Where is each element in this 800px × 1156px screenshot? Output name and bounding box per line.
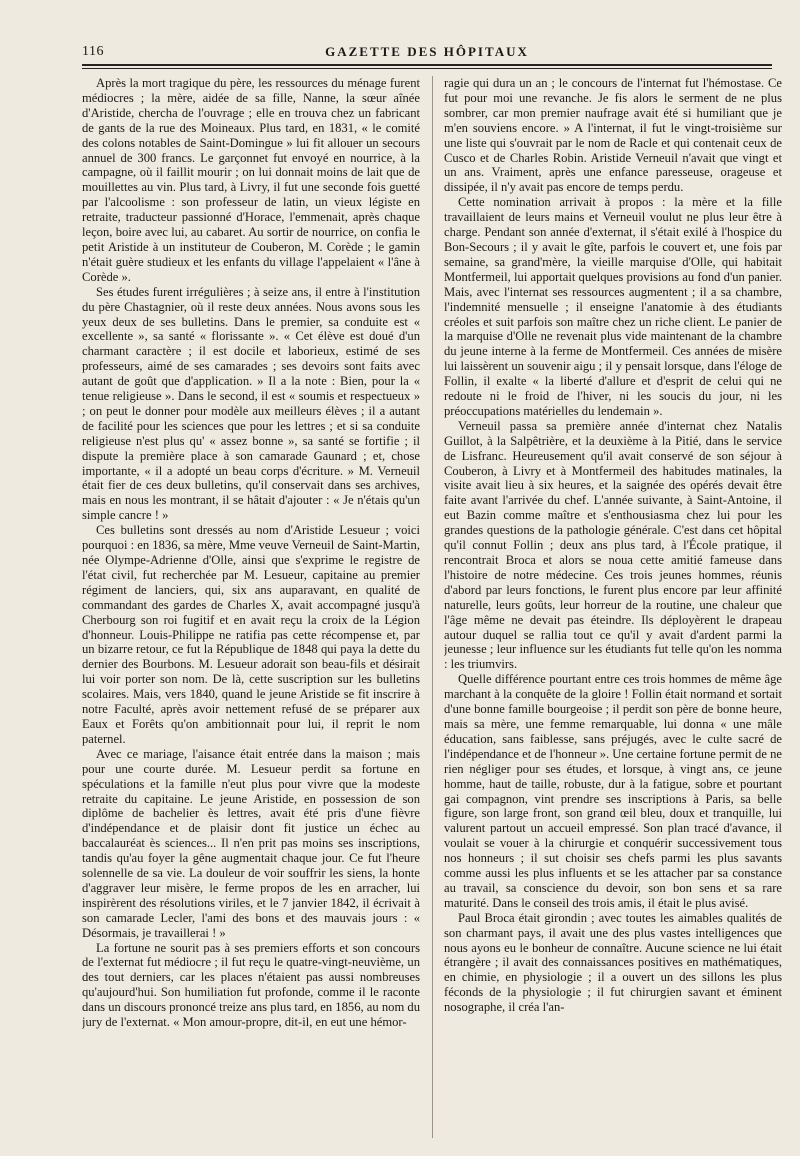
paragraph: Cette nomination arrivait à propos : la mère et la fille travaillaient de leurs mains et Verneuil voulut ne plus leur être à charge. Pendant son année d'externat, il s'était exilé à l'hospice du Bon-Secours ; il y avait le gîte, parfois le couvert et, une fois par semaine, sa grand'mère, la vieille marquise d'Olle, qui habitait Montfermeil, lui apportait quelques provisions au fond d'un panier. Mais, avec l'internat ses ressources augmentent ; il a sa chambre, l'indemnité mensuelle ; il enseigne l'anatomie à des étudiants créoles et suit parfois son maître chez un riche client. Le panier de la marquise d'Olle ne revenait plus vide maintenant de la chambre du jeune interne à la ferme de Montfermeil. Ces années de misère lui laissèrent un souvenir aigu ; il y pensait lorsque, dans l'éloge de Follin, il exalte « la liberté d'allure et d'esprit de celui qui ne redoute ni le froid de l'hiver, ni les soucis du jour, ni les préoccupations matérielles du lendemain ». xyxy=(444,195,782,418)
paragraph: ragie qui dura un an ; le concours de l'internat fut l'hémostase. Ce fut pour moi une revanche. Je fis alors le serment de ne plus sombrer, car mon premier naufrage avait été si humiliant que je m'en souviens encore. » A l'internat, il fut le vingt-troisième sur une liste qui s'ouvrait par le nom de Racle et qui contenait ceux de Cusco et de Charles Robin. Aristide Verneuil n'avait que vingt et un ans. Vraiment, après une enfance paresseuse, orageuse et dissipée, il n'y avait pas encore de temps perdu. xyxy=(444,76,782,195)
right-column xyxy=(444,76,782,1138)
paragraph: Ses études furent irrégulières ; à seize ans, il entre à l'institution du père Chastagnier, où il reste deux années. Nous avons sous les yeux deux de ses bulletins. Dans le premier, sa conduite est « excellente », sa santé « florissante ». « Cet élève est doué d'un charmant caractère ; il est docile et laborieux, estimé de ses professeurs, aimé de ses camarades ; ses devoirs sont faits avec autant de goût que d'application. » Il a la note : Bien, pour la « tenue religieuse ». Dans le second, il est « soumis et respectueux » ; on peut le donner pour modèle aux meilleurs élèves ; il a autant de facilité pour les sciences que pour les lettres ; et si sa conduite religieuse n'est plus qu' « assez bonne », sa santé se fortifie ; il dispute la première place à son camarade Gaunard ; et, chose importante, « il a adopté un beau corps d'écriture. » M. Verneuil était fier de ces deux bulletins, qu'il conservait dans ses archives, mais en nous les montrant, il se hâtait d'ajouter : « Je n'étais qu'un simple cancre ! » xyxy=(82,284,420,523)
paragraph: Verneuil passa sa première année d'internat chez Natalis Guillot, à la Salpêtrière, et la deuxième à la Pitié, dans le service de Lisfranc. Heureusement qu'il avait conservé de son séjour à Couberon, à Livry et à Montfermeil des habitudes matinales, la visite avait lieu à six heures, et la saignée des opérés devait être faite avant l'arrivée du chef. L'année suivante, à Saint-Antoine, il eut Bazin comme maître et s'enthousiasma chez lui pour les grandes questions de la pathologie générale. C'est dans cet hôpital qu'il connut Follin ; deux ans plus tard, à l'École pratique, il rencontrait Broca et alors se noua cette amitié fameuse dans l'histoire de notre médecine. Ces trois jeunes hommes, réunis d'abord par leurs fonctions, le furent plus encore par leur affinité naturelle, leurs goûts, leur horreur de la routine, une chaleur que l'âge même ne devait pas éteindre. Ils déployèrent le drapeau autour duquel se rallia tout ce qu'il y avait d'ardent parmi la jeunesse ; leur influence sur les étudiants fut telle qu'on les nomma : les triumvirs. xyxy=(444,418,782,672)
paragraph: Après la mort tragique du père, les ressources du ménage furent médiocres ; la mère, aidée de sa fille, Nanne, la sœur aînée d'Aristide, chercha de l'ouvrage ; elle en trouva chez un fabricant de gants de la rue des Moineaux. Plus tard, en 1831, « le comité des colons notables de Saint-Domingue » lui fit allouer un secours annuel de 300 francs. Le garçonnet fut envoyé en nourrice, à la campagne, où il faillit mourir ; on lui donnait moins de lait que de mouillettes au vin. Plus tard, à Livry, il fut une seconde fois guetté par l'alcoolisme : son professeur de latin, un vieux légiste en retraite, traducteur passionné d'Horace, l'emmenait, après chaque leçon, boire avec lui, au cabaret. Au sortir de nourrice, on confia le petit Aristide à un instituteur de Couberon, M. Corède ; le gamin n'était guère studieux et les enfants du village l'appelaient « l'âne à Corède ». xyxy=(82,76,420,284)
paragraph: Ces bulletins sont dressés au nom d'Aristide Lesueur ; voici pourquoi : en 1836, sa mère, Mme veuve Verneuil de Saint-Martin, née Olympe-Adrienne d'Olle, ainsi que s'exprime le registre de l'état civil, fut recherchée par M. Lesueur, capitaine au premier régiment de lanciers, qui, six ans auparavant, en qualité de commandant des gardes de Charles X, avait accompagné jusqu'à Cherbourg son roi fugitif et en avait reçu la croix de la Légion d'honneur. Louis-Philippe ne ratifia pas cette récompense et, par un bizarre retour, ce fut la République de 1848 qui paya la dette du dernier des Bourbons. M. Lesueur adorait son beau-fils et désirait lui voir porter son nom. De là, cette suscription sur les bulletins scolaires. Mais, vers 1840, quand le jeune Aristide se fit inscrire à notre Faculté, après avoir nettement refusé de se préparer aux Eaux et Forêts qu'on ambitionnait pour lui, il reprit le nom paternel. xyxy=(82,523,420,746)
header-rule-thick xyxy=(82,64,772,66)
page-header xyxy=(82,40,772,62)
header-rule-thin xyxy=(82,68,772,69)
paragraph: Avec ce mariage, l'aisance était entrée dans la maison ; mais pour une courte durée. M. Lesueur perdit sa fortune en spéculations et la famille n'eut plus pour vivre que la modeste retraite du capitaine. Le jeune Aristide, en possession de son diplôme de bachelier ès lettres, avait été pris d'une fièvre d'indépendance et de plaisir dont fit justice un échec au baccalauréat ès sciences... Il n'en prit pas moins ses inscriptions, tandis qu'au foyer la gêne augmentait chaque jour. Ce fut l'heure solennelle de sa vie. La douleur de voir souffrir les siens, la honte d'aggraver leur misère, le ferme propos de les en arracher, lui inspirèrent des résolutions viriles, et le 7 janvier 1842, il écrivait à son camarade Lecler, l'ami des bons et des mauvais jours : « Désormais, je travaillerai ! » xyxy=(82,746,420,940)
page-number: 116 xyxy=(82,44,104,59)
paragraph: Quelle différence pourtant entre ces trois hommes de même âge marchant à la conquête de la gloire ! Follin était normand et sortait d'une bonne famille bourgeoise ; il perdit son père de bonne heure, mais sa mère, une femme remarquable, lui donna « une mâle éducation, sans faiblesse, sans préjugés, avec le culte sacré de l'indépendance et de l'honneur ». Une certaine fortune permit de ne rien négliger pour ses études, et lorsque, à vingt ans, ce jeune homme, haut de taille, robuste, dur à la fatigue, sobre et pourtant gai compagnon, vint prendre ses inscriptions à Paris, sa belle figure, son large front, son grand œil bleu, doux et tranquille, lui valurent partout un accueil empressé. Son plan tracé d'avance, il voulait se vouer à la chirurgie et conquérir successivement tous nos honneurs ; il sut choisir ses chefs parmi les plus savants comme aussi les plus influents et se les attacher par sa constance au travail, sa conscience du devoir, son bon sens et sa rare maturité. Dans le conseil des trois amis, il était le plus avisé. xyxy=(444,672,782,910)
paragraph: La fortune ne sourit pas à ses premiers efforts et son concours de l'externat fut médiocre ; il fut reçu le quatre-vingt-neuvième, un des tout derniers, car les places n'étaient pas aussi nombreuses qu'aujourd'hui. Son humiliation fut profonde, comme il le raconte dans un discours prononcé treize ans plus tard, en 1856, au nom du jury de l'externat. « Mon amour-propre, dit-il, en eut une hémor- xyxy=(82,940,420,1030)
journal-title: GAZETTE DES HÔPITAUX xyxy=(325,44,529,59)
paragraph: Paul Broca était girondin ; avec toutes les aimables qualités de son charmant pays, il avait une des plus vastes intelligences que nous ayons eu le bonheur de connaître. Aucune science ne lui était étrangère ; il avait des connaissances positives en mathématiques, en chimie, en physiologie ; il a ouvert un des sillons les plus féconds de la physiologie ; il fut chirurgien savant et éminent nosographe, il créa l'an- xyxy=(444,910,782,1015)
left-column xyxy=(82,76,420,1138)
column-divider xyxy=(432,76,433,1138)
